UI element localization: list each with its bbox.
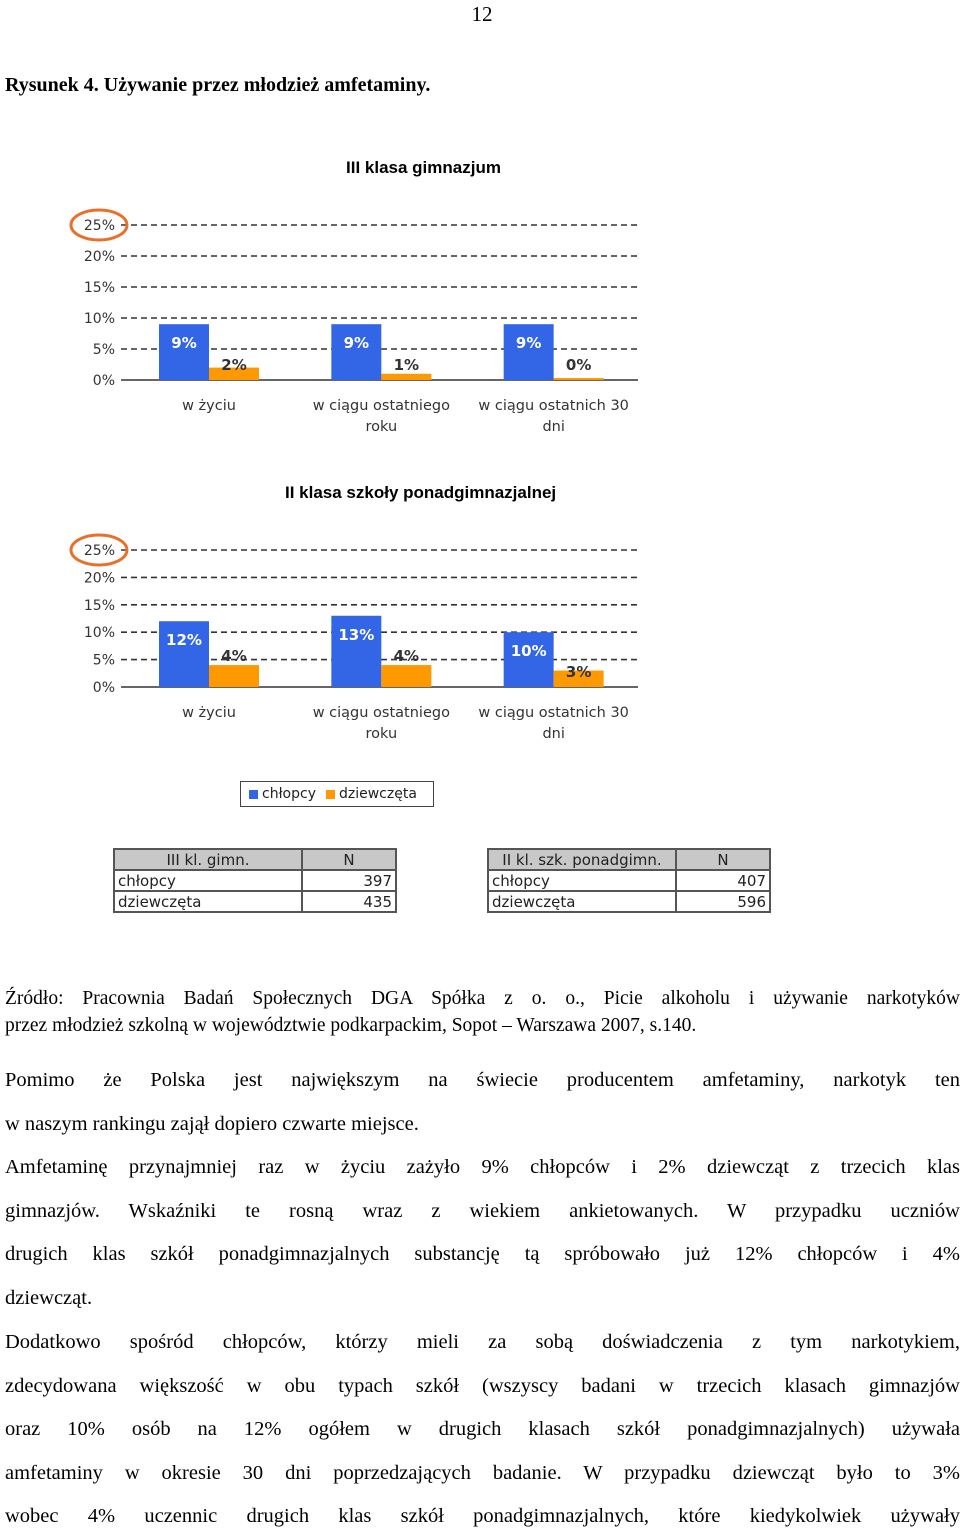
table-cell-n: 596 — [676, 891, 770, 912]
y-tick-label: 0% — [92, 373, 115, 389]
y-tick-label: 5% — [92, 342, 115, 358]
paragraph-line: amfetaminy w okresie 30 dni poprzedzających badanie. W przypadku dziewcząt było to 3% — [5, 1461, 960, 1484]
table-header-n: N — [676, 849, 770, 870]
paragraph-line: oraz 10% osób na 12% ogółem w drugich klasach szkół ponadgimnazjalnych) używała — [5, 1418, 960, 1441]
table-cell-n: 407 — [676, 870, 770, 891]
paragraph-line: w naszym rankingu zajął dopiero czwarte miejsce. — [5, 1112, 419, 1135]
table-header-n: N — [302, 849, 396, 870]
x-tick-label: w ciągu ostatniego — [312, 398, 450, 414]
y-tick-label: 20% — [83, 570, 115, 587]
table-cell-n: 435 — [302, 891, 396, 912]
table-row — [488, 891, 770, 912]
legend-label-girls: dziewczęta — [338, 786, 417, 802]
bar — [381, 374, 431, 380]
y-tick-label: 10% — [83, 625, 115, 642]
table-cell-group: dziewczęta — [488, 891, 676, 912]
table-cell-group: dziewczęta — [114, 891, 302, 912]
x-tick-label: dni — [542, 726, 565, 742]
figure-caption: Rysunek 4. Używanie przez młodzież amfetaminy. — [5, 74, 431, 96]
data-label: 9% — [171, 334, 197, 353]
table-cell-n: 397 — [302, 870, 396, 891]
x-tick-label: dni — [542, 419, 565, 435]
paragraph-line: Pomimo że Polska jest największym na świecie producentem amfetaminy, narkotyk ten — [5, 1069, 960, 1091]
paragraph — [5, 1321, 960, 1539]
table-row — [114, 891, 396, 912]
sample-size-table-ponadgimnazjalna — [487, 848, 771, 913]
data-label: 9% — [515, 334, 542, 353]
table-header-row — [488, 849, 770, 870]
table-header-group: II kl. szk. ponadgimn. — [488, 849, 676, 870]
y-tick-label: 25% — [83, 543, 115, 559]
table-cell-group: chłopcy — [488, 870, 676, 891]
table-row — [114, 870, 396, 891]
data-label: 13% — [338, 625, 375, 644]
bar — [381, 665, 431, 687]
legend-item-boys — [249, 786, 316, 802]
chart-legend — [240, 781, 434, 807]
y-tick-label: 15% — [83, 597, 115, 614]
x-tick-label: w ciągu ostatnich 30 — [478, 398, 629, 414]
legend-swatch-boys — [249, 790, 258, 799]
data-label: 1% — [393, 356, 420, 374]
sample-size-table-gimnazjum — [113, 848, 397, 913]
data-label: 3% — [565, 663, 592, 681]
paragraph-line: drugich klas szkół ponadgimnazjalnych substancję tą spróbowało już 12% chłopców i 4% — [5, 1243, 960, 1266]
x-tick-label: w ciągu ostatnich 30 — [478, 705, 629, 721]
data-label: 10% — [510, 642, 547, 661]
table-cell-group: chłopcy — [114, 870, 302, 891]
y-tick-label: 15% — [83, 280, 115, 296]
table-row — [488, 870, 770, 891]
legend-item-girls — [326, 786, 417, 802]
paragraph-line: zdecydowana większość w obu typach szkół (wszyscy badani w trzecich klasach gimnazjów — [5, 1374, 960, 1397]
paragraph-line: gimnazjów. Wskaźniki te rosną wraz z wiekiem ankietowanych. W przypadku uczniów — [5, 1199, 960, 1222]
chart-title: II klasa szkoły ponadgimnazjalnej — [285, 483, 557, 502]
source-line: Źródło: Pracownia Badań Społecznych DGA Spółka z o. o., Picie alkoholu i używanie narkotyków — [5, 988, 960, 1009]
bar — [209, 665, 259, 687]
y-tick-label: 25% — [83, 218, 115, 234]
y-tick-label: 5% — [92, 652, 115, 669]
bar — [554, 378, 604, 380]
chart-title: III klasa gimnazjum — [346, 158, 501, 177]
data-label: 12% — [166, 631, 202, 650]
paragraph-line: Dodatkowo spośród chłopców, którzy mieli za sobą doświadczenia z tym narkotykiem, — [5, 1331, 960, 1353]
x-tick-label: w życiu — [182, 705, 236, 721]
paragraph-line: dziewcząt. — [5, 1286, 93, 1309]
data-label: 9% — [343, 334, 370, 353]
x-tick-label: roku — [365, 726, 398, 742]
page-number: 12 — [471, 2, 493, 26]
x-tick-label: w ciągu ostatniego — [312, 705, 450, 721]
paragraph-line: Amfetaminę przynajmniej raz w życiu zażyło 9% chłopców i 2% dziewcząt z trzecich klas — [5, 1156, 960, 1178]
x-tick-label: roku — [365, 419, 398, 435]
paragraph-line: wobec 4% uczennic drugich klas szkół ponadgimnazjalnych, które kiedykolwiek używały — [5, 1505, 960, 1528]
data-label: 4% — [393, 647, 420, 666]
data-label: 4% — [221, 647, 247, 666]
legend-swatch-girls — [326, 790, 335, 799]
table-header-row — [114, 849, 396, 870]
paragraph — [5, 1059, 960, 1146]
source-note — [5, 985, 960, 1039]
bar-chart-gimnazjum — [50, 200, 670, 450]
bar-chart-ponadgimnazjalna — [50, 525, 670, 750]
y-tick-label: 0% — [92, 680, 115, 696]
paragraph — [5, 1146, 960, 1320]
legend-label-boys: chłopcy — [262, 786, 316, 802]
data-label: 2% — [221, 356, 247, 374]
x-tick-label: w życiu — [182, 398, 236, 414]
y-tick-label: 20% — [83, 249, 115, 265]
data-label: 0% — [565, 356, 592, 374]
y-tick-label: 10% — [83, 311, 115, 327]
source-line: przez młodzież szkolną w województwie podkarpackim, Sopot – Warszawa 2007, s.140. — [5, 1015, 697, 1036]
table-header-group: III kl. gimn. — [114, 849, 302, 870]
